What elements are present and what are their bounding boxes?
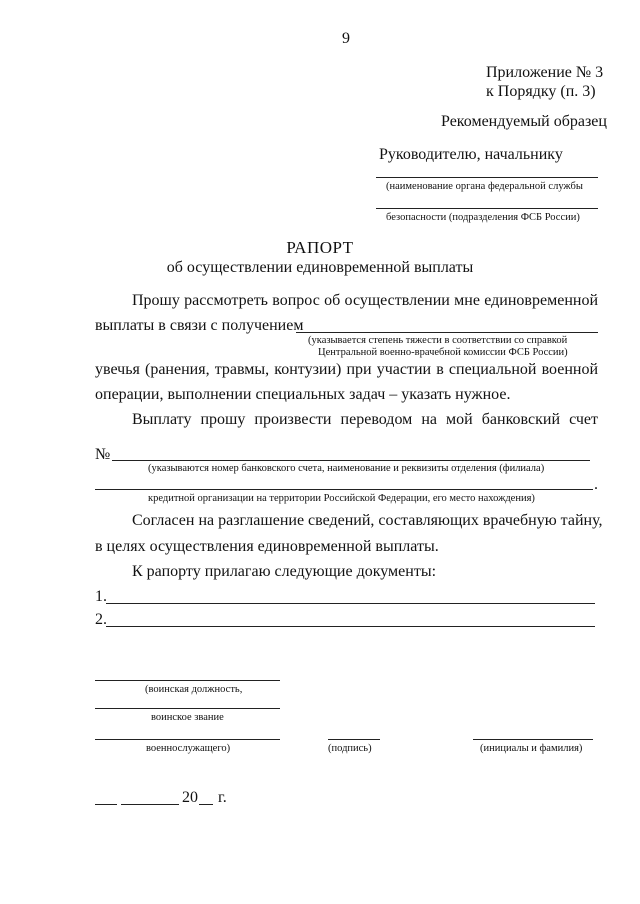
para1-line-4: операции, выполнении специальных задач – указать нужное. — [95, 386, 511, 403]
para3-line-2: в целях осуществления единовременной выплаты. — [95, 538, 439, 555]
para3-line-1: Согласен на разглашение сведений, составляющих врачебную тайну, — [132, 512, 603, 529]
account-input-line-2[interactable] — [95, 489, 593, 490]
para1-line-3: увечья (ранения, травмы, контузии) при участии в специальной военной — [95, 361, 598, 378]
date-year-suffix: г. — [218, 789, 227, 806]
hint-severity-line-1: (указывается степень тяжести в соответствии со справкой — [308, 335, 568, 346]
addressee-line-1[interactable] — [376, 177, 598, 178]
date-year-line[interactable] — [199, 804, 213, 805]
appendix-line-1: Приложение № 3 — [486, 64, 604, 81]
date-month-line[interactable] — [121, 804, 179, 805]
name-input-line[interactable] — [473, 739, 593, 740]
page-number: 9 — [342, 30, 350, 47]
position-input-line[interactable] — [95, 680, 280, 681]
doc-item-input-line-2[interactable] — [106, 626, 595, 627]
para4: К рапорту прилагаю следующие документы: — [132, 563, 437, 580]
hint-account-line-2: кредитной организации на территории Российской Федерации, его место нахождения) — [148, 493, 535, 504]
hint-severity-line-2: Центральной военно-врачебной комиссии ФСБ России) — [318, 347, 568, 358]
sample-note: Рекомендуемый образец — [441, 113, 607, 130]
name-label: (инициалы и фамилия) — [480, 743, 583, 754]
document-title: РАПОРТ — [286, 238, 354, 257]
para2-line-1: Выплату прошу произвести переводом на мой банковский счет — [132, 411, 598, 428]
serviceman-input-line[interactable] — [95, 739, 280, 740]
hint-org-line-1: (наименование органа федеральной службы — [386, 181, 583, 192]
account-input-line-1[interactable] — [112, 460, 590, 461]
doc-item-input-line-1[interactable] — [106, 603, 595, 604]
doc-item-number-2: 2. — [95, 611, 107, 628]
position-label: (воинская должность, — [145, 684, 243, 695]
appendix-line-2: к Порядку (п. 3) — [486, 83, 596, 100]
date-year-prefix: 20 — [182, 789, 198, 806]
doc-item-number-1: 1. — [95, 588, 107, 605]
account-number-prefix: № — [95, 446, 111, 463]
signature-label: (подпись) — [328, 743, 372, 754]
addressee: Руководителю, начальнику — [379, 146, 563, 163]
hint-account-line-1: (указываются номер банковского счета, наименование и реквизиты отделения (филиала) — [148, 463, 545, 474]
rank-input-line[interactable] — [95, 708, 280, 709]
para1-line-2-prefix: выплаты в связи с получением — [95, 317, 304, 334]
account-line-end: . — [594, 476, 598, 493]
para1-line-1: Прошу рассмотреть вопрос об осуществлении мне единовременной — [132, 292, 598, 309]
document-subtitle: об осуществлении единовременной выплаты — [166, 259, 474, 276]
addressee-line-2[interactable] — [376, 208, 598, 209]
rank-label: воинское звание — [151, 712, 224, 723]
signature-input-line[interactable] — [328, 739, 380, 740]
serviceman-label: военнослужащего) — [146, 743, 231, 754]
severity-input-line[interactable] — [296, 332, 598, 333]
date-day-line[interactable] — [95, 804, 117, 805]
hint-org-line-2: безопасности (подразделения ФСБ России) — [386, 212, 580, 223]
